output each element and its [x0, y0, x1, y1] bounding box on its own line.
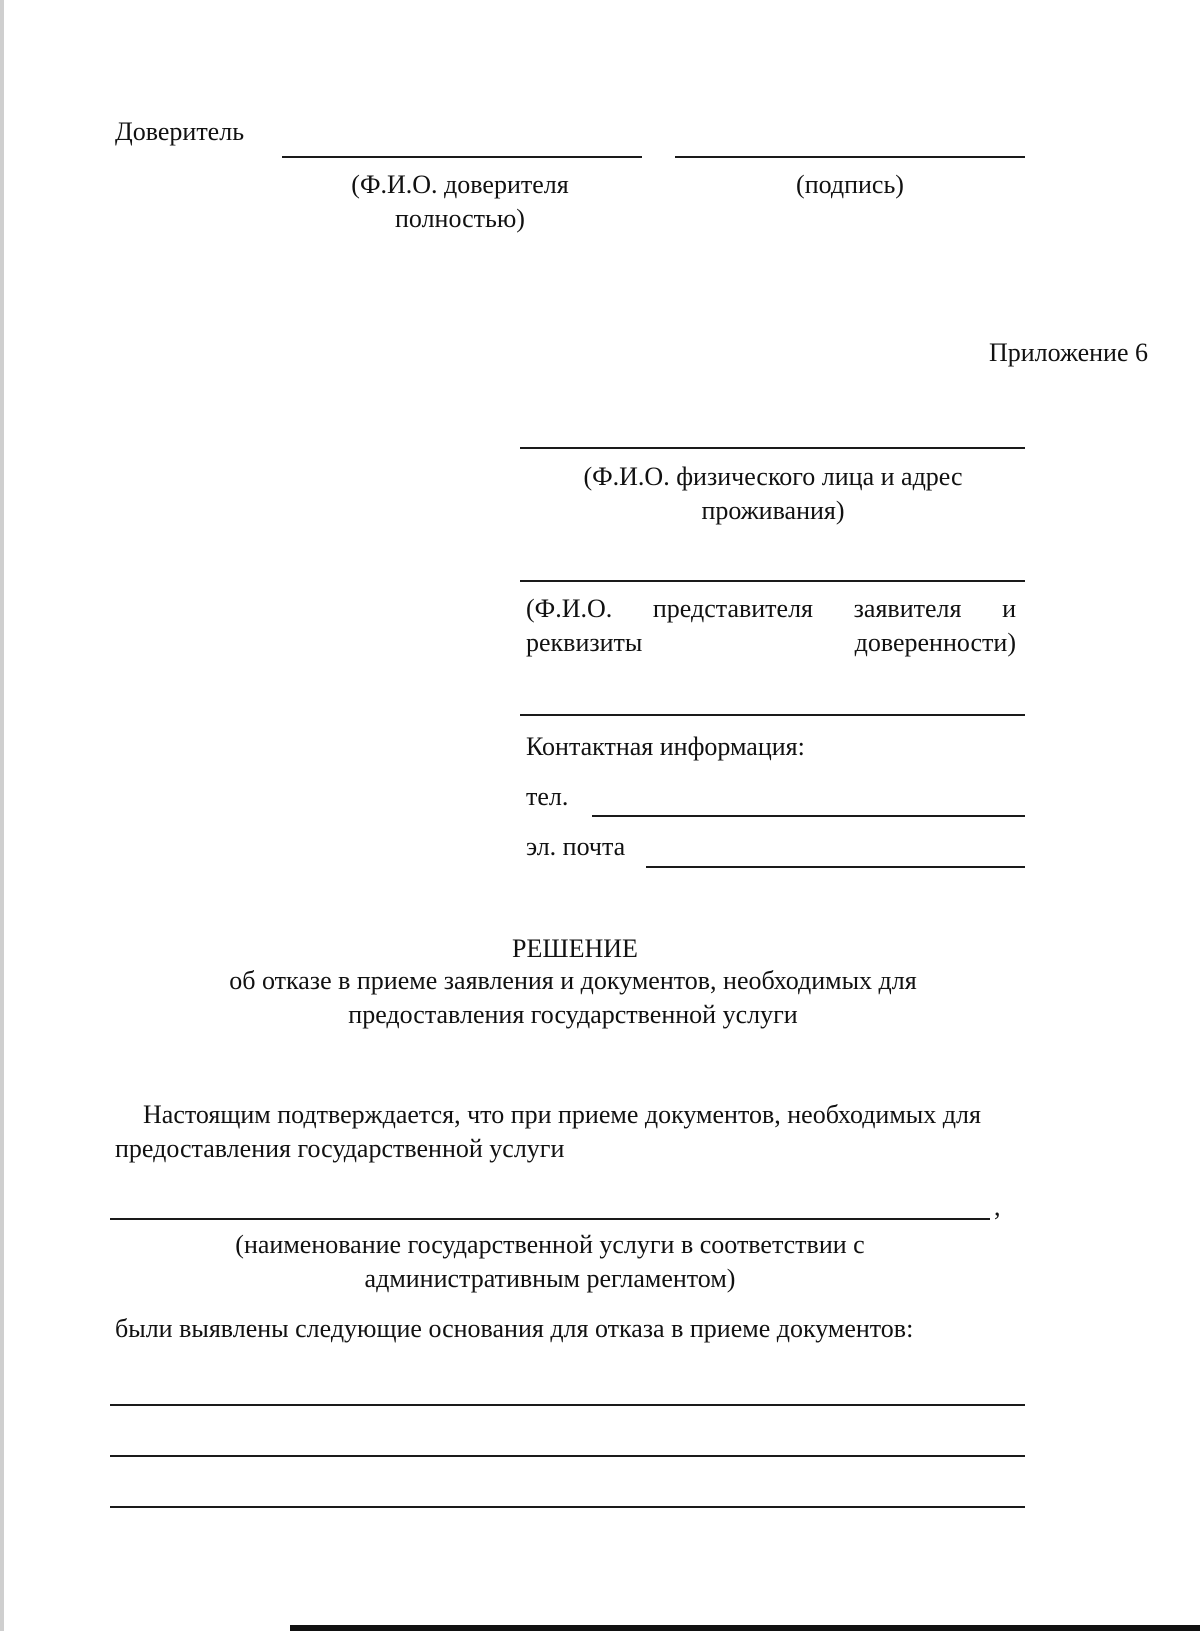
person-field[interactable] — [520, 447, 1025, 449]
service-caption: (наименование государственной услуги в соответствии с административным регламентом) — [235, 1230, 865, 1293]
grounds-line-2[interactable] — [110, 1455, 1025, 1457]
trustor-name-caption: (Ф.И.О. доверителя полностью) — [351, 170, 569, 233]
intro-paragraph: Настоящим подтверждается, что при приеме документов, необходимых для предоставления государственной услуги — [115, 1100, 981, 1163]
trustor-label: Доверитель — [115, 117, 245, 146]
contact-label: Контактная информация: — [526, 732, 805, 761]
scan-bottom-edge — [290, 1625, 1200, 1631]
grounds-line-1[interactable] — [110, 1404, 1025, 1406]
trustor-signature-field[interactable] — [675, 156, 1025, 158]
trustor-name-field[interactable] — [282, 156, 642, 158]
decision-title: РЕШЕНИЕ — [512, 934, 638, 963]
service-name-field[interactable] — [110, 1218, 990, 1220]
grounds-label: были выявлены следующие основания для отказа в приеме документов: — [115, 1314, 914, 1343]
appendix-label: Приложение 6 — [988, 338, 1148, 367]
phone-label: тел. — [526, 782, 569, 811]
email-field[interactable] — [646, 866, 1025, 868]
representative-field[interactable] — [520, 580, 1025, 582]
service-comma: , — [994, 1192, 1001, 1221]
scan-left-edge — [0, 0, 4, 1631]
phone-field[interactable] — [592, 815, 1025, 817]
representative-caption: (Ф.И.О. представителя заявителя и реквизиты доверенности) — [526, 594, 1016, 657]
contact-top-field[interactable] — [520, 714, 1025, 716]
person-caption: (Ф.И.О. физического лица и адрес проживания) — [583, 462, 963, 525]
decision-subtitle: об отказе в приеме заявления и документов, необходимых для предоставления государственной услуги — [229, 966, 917, 1029]
trustor-signature-caption: (подпись) — [796, 170, 904, 199]
email-label: эл. почта — [526, 832, 626, 861]
grounds-line-3[interactable] — [110, 1506, 1025, 1508]
